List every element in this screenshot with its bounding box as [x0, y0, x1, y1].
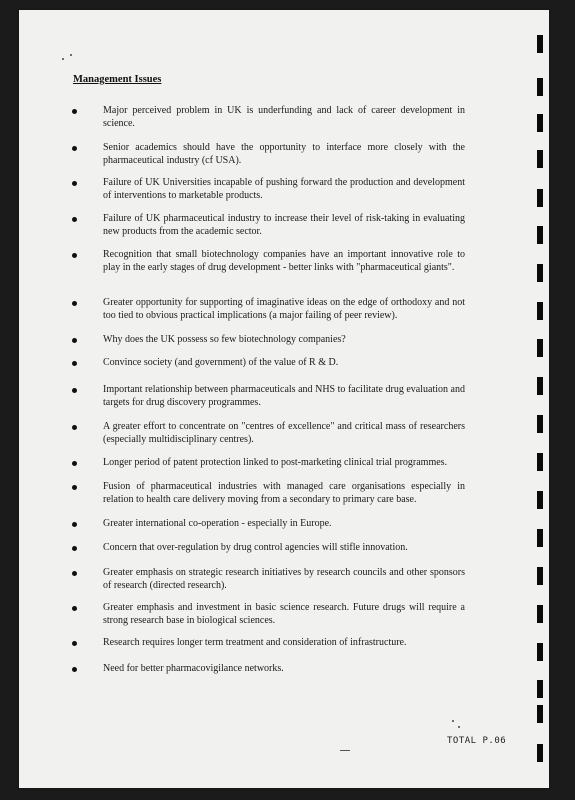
scan-speck [452, 720, 454, 722]
binding-hole [537, 78, 543, 96]
list-item: Concern that over-regulation by drug control agencies will stifle innovation. [72, 541, 467, 554]
bullet-icon [72, 606, 77, 611]
bullet-icon [72, 571, 77, 576]
fax-page-total: TOTAL P.06 [447, 736, 507, 746]
binding-hole [537, 150, 543, 168]
scan-mark [340, 750, 350, 751]
binding-hole [537, 114, 543, 132]
binding-hole [537, 605, 543, 623]
list-item: Failure of UK pharmaceutical industry to increase their level of risk-taking in evaluating new products from the academic sector. [72, 212, 467, 238]
bullet-icon [72, 109, 77, 114]
bullet-icon [72, 301, 77, 306]
binding-hole [537, 189, 543, 207]
binding-hole [537, 744, 543, 762]
bullet-icon [72, 461, 77, 466]
binding-hole [537, 302, 543, 320]
binding-hole [537, 226, 543, 244]
binding-hole [537, 453, 543, 471]
binding-hole [537, 705, 543, 723]
list-item: Failure of UK Universities incapable of pushing forward the production and development of interventions to marketable products. [72, 176, 467, 202]
list-item: Recognition that small biotechnology companies have an important innovative role to play in the early stages of drug development - better links with "pharmaceutical giants". [72, 248, 467, 274]
binding-hole [537, 680, 543, 698]
list-item: Senior academics should have the opportunity to interface more closely with the pharmaceutical industry (cf USA). [72, 141, 467, 167]
binding-hole [537, 567, 543, 585]
binding-hole [537, 491, 543, 509]
scan-speck [458, 726, 460, 728]
list-item: Greater emphasis on strategic research initiatives by research councils and other sponsors of research (directed research). [72, 566, 467, 592]
binding-hole [537, 264, 543, 282]
bullet-icon [72, 253, 77, 258]
bullet-icon [72, 388, 77, 393]
list-item: Research requires longer term treatment and consideration of infrastructure. [72, 636, 467, 649]
list-item: Longer period of patent protection linked to post-marketing clinical trial programmes. [72, 456, 467, 469]
list-item: Greater opportunity for supporting of imaginative ideas on the edge of orthodoxy and not too tied to obvious practical implications (a major failing of peer review). [72, 296, 467, 322]
binding-hole [537, 643, 543, 661]
bullet-icon [72, 217, 77, 222]
list-item: Why does the UK possess so few biotechnology companies? [72, 333, 467, 346]
scan-speck [70, 54, 72, 56]
bullet-icon [72, 522, 77, 527]
bullet-icon [72, 425, 77, 430]
scan-speck [62, 58, 64, 60]
section-heading: Management Issues [73, 74, 162, 85]
binding-hole [537, 339, 543, 357]
binding-hole [537, 35, 543, 53]
bullet-icon [72, 667, 77, 672]
list-item: Need for better pharmacovigilance networks. [72, 662, 467, 675]
bullet-icon [72, 146, 77, 151]
bullet-icon [72, 546, 77, 551]
bullet-icon [72, 361, 77, 366]
list-item: Major perceived problem in UK is underfunding and lack of career development in science. [72, 104, 467, 130]
binding-hole [537, 377, 543, 395]
list-item: Greater emphasis and investment in basic science research. Future drugs will require a strong research base in biological sciences. [72, 601, 467, 627]
list-item: A greater effort to concentrate on "centres of excellence" and critical mass of researchers (especially multidisciplinary centres). [72, 420, 467, 446]
bullet-icon [72, 338, 77, 343]
binding-hole [537, 529, 543, 547]
bullet-icon [72, 485, 77, 490]
list-item: Greater international co-operation - especially in Europe. [72, 517, 467, 530]
list-item: Important relationship between pharmaceuticals and NHS to facilitate drug evaluation and targets for drug discovery programmes. [72, 383, 467, 409]
list-item: Fusion of pharmaceutical industries with managed care organisations especially in relation to health care delivery moving from a secondary to primary care base. [72, 480, 467, 506]
list-item: Convince society (and government) of the value of R & D. [72, 356, 467, 369]
bullet-icon [72, 641, 77, 646]
bullet-icon [72, 181, 77, 186]
binding-hole [537, 415, 543, 433]
